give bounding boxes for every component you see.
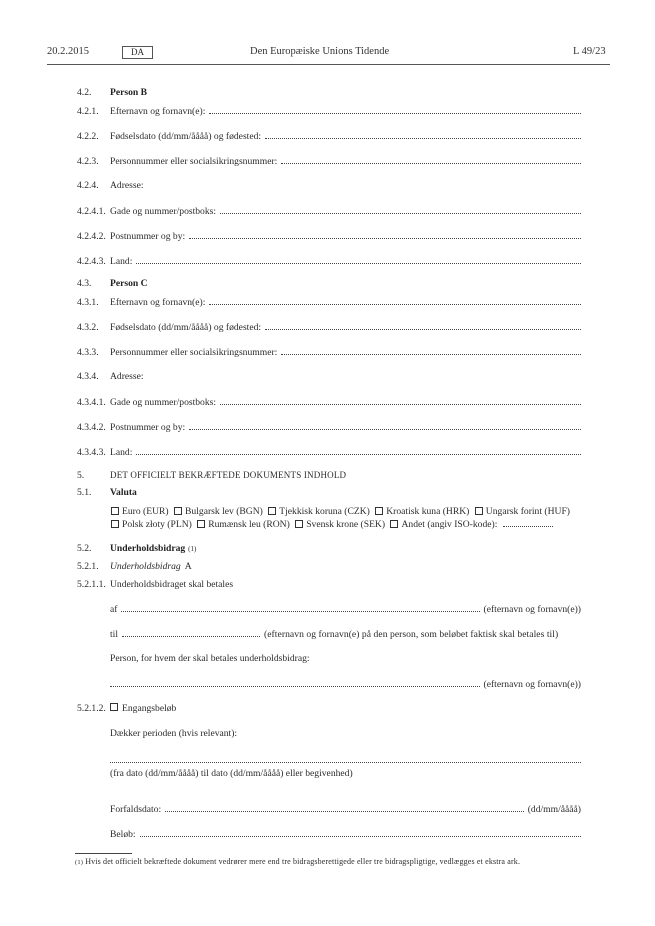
form-field-4-3-4: [77, 371, 581, 383]
payable-heading: [77, 579, 581, 591]
field-label: Gade og nummer/postboks:: [110, 397, 217, 408]
field-label: Personnummer eller socialsikringsnummer:: [110, 156, 278, 167]
fill-in-line[interactable]: [110, 754, 581, 763]
valuta-heading: [77, 487, 581, 499]
due-date-suffix: (dd/mm/åååå): [527, 804, 581, 815]
field-label: Fødselsdato (dd/mm/åååå) og fødested:: [110, 322, 262, 333]
currency-option-bgn[interactable]: [174, 506, 263, 517]
currency-option-huf[interactable]: [475, 506, 570, 517]
checkbox-icon[interactable]: [111, 507, 119, 515]
field-label: Land:: [110, 447, 133, 458]
form-field-4-2-3[interactable]: [77, 155, 581, 168]
option-label: Polsk złoty (PLN): [122, 519, 192, 530]
currency-options-row-2: [111, 519, 553, 531]
section-number: 4.2.: [77, 87, 92, 98]
fill-in-line[interactable]: [165, 803, 524, 812]
til-label: til: [110, 629, 118, 640]
currency-option-ron[interactable]: [197, 519, 290, 530]
option-label: Svensk krone (SEK): [306, 519, 386, 530]
checkbox-icon[interactable]: [110, 703, 118, 711]
subsection-letter: A: [184, 561, 192, 572]
fill-in-line[interactable]: [136, 446, 581, 455]
footnote-reference[interactable]: (1): [188, 545, 197, 553]
option-label: Kroatisk kuna (HRK): [386, 506, 470, 517]
field-number: 4.2.4.2.: [77, 231, 106, 242]
section-number: 5.: [77, 470, 85, 481]
fill-in-line[interactable]: [140, 828, 581, 837]
fill-in-line[interactable]: [220, 205, 581, 214]
beneficiary-suffix: (efternavn og fornavn(e)): [483, 679, 581, 690]
field-number: 4.2.4.1.: [77, 206, 106, 217]
checkbox-icon[interactable]: [475, 507, 483, 515]
fill-in-line[interactable]: [281, 346, 581, 355]
currency-option-hrk[interactable]: [375, 506, 469, 517]
option-label: Euro (EUR): [122, 506, 169, 517]
period-hint: (fra dato (dd/mm/åååå) til dato (dd/mm/åååå) eller begivenhed): [110, 768, 353, 779]
amount-field[interactable]: [110, 828, 581, 841]
beneficiary-label-row: [110, 653, 581, 665]
footnote: [75, 856, 520, 868]
form-field-4-2-4-2[interactable]: [77, 230, 581, 243]
fill-in-line[interactable]: [136, 255, 581, 264]
period-hint-row: [110, 768, 581, 780]
field-number: 4.3.4.: [77, 371, 99, 382]
currency-option-eur[interactable]: [111, 506, 169, 517]
checkbox-icon[interactable]: [174, 507, 182, 515]
currency-option-czk[interactable]: [268, 506, 370, 517]
section-title: Valuta: [110, 487, 137, 498]
iso-code-fill-in[interactable]: [503, 519, 553, 527]
due-date-label: Forfaldsdato:: [110, 804, 162, 815]
til-suffix: (efternavn og fornavn(e) på den person, som beløbet faktisk skal betales til): [264, 629, 559, 640]
subsection-title: Underholdsbidrag: [110, 561, 181, 572]
fill-in-line[interactable]: [265, 321, 581, 330]
form-field-4-3-4-3[interactable]: [77, 446, 581, 459]
checkbox-icon[interactable]: [390, 520, 398, 528]
period-label: Dækker perioden (hvis relevant):: [110, 728, 238, 739]
field-label: Gade og nummer/postboks:: [110, 206, 217, 217]
person-c-heading: [77, 278, 581, 290]
field-number: 4.2.1.: [77, 106, 99, 117]
form-field-4-3-3[interactable]: [77, 346, 581, 359]
currency-options-row-1: [111, 506, 573, 518]
field-label: Adresse:: [110, 180, 144, 191]
page-reference: L 49/23: [573, 46, 606, 57]
section-title: DET OFFICIELT BEKRÆFTEDE DOKUMENTS INDHOLD: [110, 470, 347, 480]
af-suffix: (efternavn og fornavn(e)): [483, 604, 581, 615]
option-label: Rumænsk leu (RON): [208, 519, 290, 530]
form-field-4-3-4-1[interactable]: [77, 396, 581, 409]
field-label: Fødselsdato (dd/mm/åååå) og fødested:: [110, 131, 262, 142]
field-number: 4.3.4.1.: [77, 397, 106, 408]
checkbox-icon[interactable]: [197, 520, 205, 528]
fill-in-line[interactable]: [121, 603, 479, 612]
checkbox-icon[interactable]: [295, 520, 303, 528]
section-number: 5.1.: [77, 487, 92, 498]
lump-sum-label: Engangsbeløb: [122, 703, 177, 714]
period-label-row: [110, 728, 581, 740]
payer-field[interactable]: [110, 603, 581, 616]
fill-in-line[interactable]: [209, 296, 581, 305]
checkbox-icon[interactable]: [375, 507, 383, 515]
form-field-4-2-2[interactable]: [77, 130, 581, 143]
fill-in-line[interactable]: [265, 130, 581, 139]
field-label: Land:: [110, 256, 133, 267]
person-b-heading: [77, 87, 581, 99]
form-field-4-2-4-3[interactable]: [77, 255, 581, 268]
form-field-4-2-4-1[interactable]: [77, 205, 581, 218]
period-field[interactable]: [110, 754, 581, 763]
field-number: 4.3.3.: [77, 347, 99, 358]
option-label: Andet (angiv ISO-kode):: [401, 519, 498, 530]
section-5-heading: [77, 469, 581, 482]
field-label: Efternavn og fornavn(e):: [110, 106, 206, 117]
footnote-text: Hvis det officielt bekræftede dokument vedrører mere end tre bidragsberettigede eller tre bidragspligtige, vedlægges et ekstra ark.: [85, 857, 521, 866]
form-field-4-3-1[interactable]: [77, 296, 581, 309]
field-number: 4.2.4.3.: [77, 256, 106, 267]
lump-sum-row[interactable]: [77, 703, 581, 715]
payee-field[interactable]: [110, 628, 581, 641]
section-number: 5.2.: [77, 543, 92, 554]
section-number: 5.2.1.1.: [77, 579, 106, 590]
beneficiary-field[interactable]: [110, 678, 581, 691]
language-badge: DA: [122, 46, 153, 59]
field-number: 4.3.2.: [77, 322, 99, 333]
section-number: 5.2.1.: [77, 561, 99, 572]
field-label: Postnummer og by:: [110, 422, 186, 433]
section-number: 4.3.: [77, 278, 92, 289]
currency-option-sek[interactable]: [295, 519, 385, 530]
field-number: 4.2.4.: [77, 180, 99, 191]
currency-option-pln[interactable]: [111, 519, 192, 530]
checkbox-icon[interactable]: [268, 507, 276, 515]
currency-option-other[interactable]: [390, 519, 497, 530]
fill-in-line[interactable]: [189, 421, 581, 430]
footnote-marker: (1): [75, 859, 84, 866]
field-label: Personnummer eller socialsikringsnummer:: [110, 347, 278, 358]
field-label: Adresse:: [110, 371, 144, 382]
fill-in-line[interactable]: [189, 230, 581, 239]
option-label: Ungarsk forint (HUF): [485, 506, 570, 517]
section-title: Underholdsbidrag: [110, 543, 186, 554]
field-number: 4.2.3.: [77, 156, 99, 167]
section-title: Person C: [110, 278, 148, 289]
amount-label: Beløb:: [110, 829, 136, 840]
field-label: Postnummer og by:: [110, 231, 186, 242]
form-field-4-2-1[interactable]: [77, 105, 581, 118]
footnote-rule: [75, 853, 132, 854]
fill-in-line[interactable]: [220, 396, 581, 405]
section-number: 5.2.1.2.: [77, 703, 106, 714]
form-field-4-3-4-2[interactable]: [77, 421, 581, 434]
fill-in-line[interactable]: [281, 155, 581, 164]
payable-label: Underholdsbidraget skal betales: [110, 579, 234, 590]
fill-in-line[interactable]: [209, 105, 581, 114]
underholdsbidrag-heading: [77, 543, 581, 555]
fill-in-line[interactable]: [122, 628, 260, 637]
journal-title: Den Europæiske Unions Tidende: [250, 46, 390, 57]
issue-date: 20.2.2015: [47, 46, 89, 57]
section-title: Person B: [110, 87, 148, 98]
field-number: 4.3.1.: [77, 297, 99, 308]
form-field-4-2-4: [77, 180, 581, 192]
checkbox-icon[interactable]: [111, 520, 119, 528]
field-label: Efternavn og fornavn(e):: [110, 297, 206, 308]
option-label: Tjekkisk koruna (CZK): [279, 506, 370, 517]
header-rule: [47, 64, 610, 65]
af-label: af: [110, 604, 118, 615]
fill-in-line[interactable]: [110, 678, 480, 687]
due-date-field[interactable]: [110, 803, 581, 816]
underholdsbidrag-a-heading: [77, 561, 581, 573]
field-number: 4.3.4.2.: [77, 422, 106, 433]
field-number: 4.2.2.: [77, 131, 99, 142]
beneficiary-label: Person, for hvem der skal betales underholdsbidrag:: [110, 653, 310, 664]
field-number: 4.3.4.3.: [77, 447, 106, 458]
form-field-4-3-2[interactable]: [77, 321, 581, 334]
option-label: Bulgarsk lev (BGN): [185, 506, 263, 517]
